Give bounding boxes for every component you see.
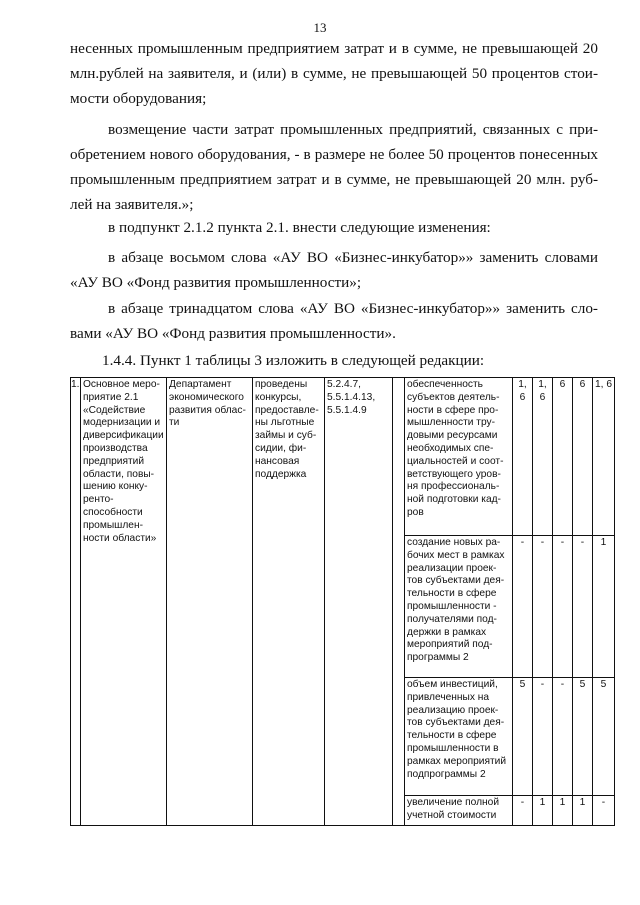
empty-cell [393, 378, 405, 826]
text-line: в подпункт 2.1.2 пункта 2.1. внести следующие изменения: [108, 219, 491, 236]
value-cell: - [553, 678, 573, 796]
codes-cell: 5.2.4.7, 5.5.1.4.13, 5.5.1.4.9 [325, 378, 393, 826]
value-cell: 1, 6 [513, 378, 533, 536]
text-line: возмещение части затрат промышленных предприятий, связанных с при- [108, 121, 598, 138]
value-cell: - [593, 796, 615, 826]
paragraph-2 [70, 117, 598, 217]
value-cell: 1 [533, 796, 553, 826]
text-line: мости оборудования; [70, 90, 207, 107]
value-cell: - [573, 536, 593, 678]
executor-cell: Департамент экономического развития облас- ти [167, 378, 253, 826]
value-cell: - [513, 536, 533, 678]
indicator-name-cell: объем инвестиций, привлеченных на реализацию проек- тов субъектами дея- тельности в сфере промышленности в рамках мероприятий подпрограммы 2 [405, 678, 513, 796]
text-line: в абзаце восьмом слова «АУ ВО «Бизнес-инкубатор»» заменить словами [108, 249, 598, 266]
table-3-row-1 [70, 377, 615, 826]
text-line: обретением нового оборудования, - в размере не более 50 процентов понесенных [70, 146, 598, 163]
result-cell: проведены конкурсы, предоставле- ны льготные займы и суб- сидии, фи- нансовая поддержка [253, 378, 325, 826]
paragraph-5 [70, 296, 598, 346]
value-cell: - [533, 536, 553, 678]
value-cell: 5 [513, 678, 533, 796]
table-row [71, 378, 615, 536]
text-line: 1.4.4. Пункт 1 таблицы 3 изложить в следующей редакции: [102, 352, 485, 369]
value-cell: 1 [553, 796, 573, 826]
value-cell: 1, 6 [593, 378, 615, 536]
paragraph-1 [70, 36, 598, 111]
paragraph-3 [70, 215, 598, 240]
indicator-name-cell: создание новых ра- бочих мест в рамках реализации проек- тов субъектами дея- тельности в сфере промышленности - получателями под- держки в рамках мероприятий под- программы 2 [405, 536, 513, 678]
page-number: 13 [313, 20, 327, 35]
paragraph-6 [70, 348, 598, 373]
value-cell: 1 [593, 536, 615, 678]
value-cell: - [513, 796, 533, 826]
text-line: млн.рублей на заявителя, и (или) в сумме, не превышающей 50 процентов стои- [70, 65, 598, 82]
event-name-cell: Основное меро- приятие 2.1 «Содействие модернизации и диверсификации производства предприятий области, повы- шению конку- ренто- способности промышлен- ности области» [81, 378, 167, 826]
value-cell: - [533, 678, 553, 796]
value-cell: 6 [553, 378, 573, 536]
value-cell: 5 [573, 678, 593, 796]
value-cell: 1, 6 [533, 378, 553, 536]
value-cell: 1 [573, 796, 593, 826]
row-number: 1. [71, 378, 81, 826]
paragraph-4 [70, 245, 598, 295]
indicator-name-cell: увеличение полной учетной стоимости [405, 796, 513, 826]
text-line: в абзаце тринадцатом слова «АУ ВО «Бизнес-инкубатор»» заменить сло- [108, 300, 598, 317]
indicator-name-cell: обеспеченность субъектов деятель- ности в сфере про- мышленности тру- довыми ресурсами необходимых спе- циальностей и соот- ветствующего уров- ня профессиональ- ной подготовки кад- ров [405, 378, 513, 536]
text-line: «АУ ВО «Фонд развития промышленности»; [70, 274, 362, 291]
text-line: промышленным предприятием затрат и в сумме, не превышающей 20 млн. руб- [70, 171, 598, 188]
value-cell: - [553, 536, 573, 678]
text-line: вами «АУ ВО «Фонд развития промышленности». [70, 325, 396, 342]
value-cell: 6 [573, 378, 593, 536]
text-line: несенных промышленным предприятием затрат и в сумме, не превышающей 20 [70, 40, 598, 57]
text-line: лей на заявителя.»; [70, 196, 194, 213]
value-cell: 5 [593, 678, 615, 796]
